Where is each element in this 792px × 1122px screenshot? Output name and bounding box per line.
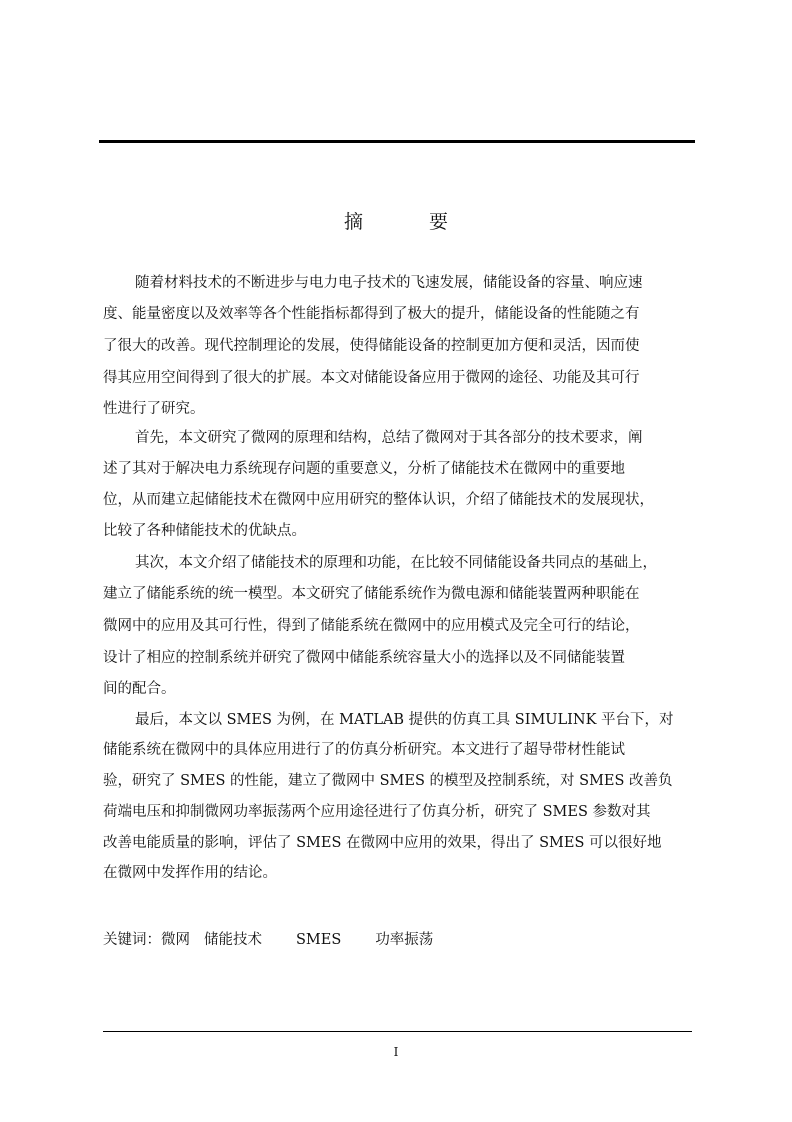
page-number: I — [393, 1045, 399, 1059]
paragraph-line: 设计了相应的控制系统并研究了微网中储能系统容量大小的选择以及不同储能装置 — [103, 650, 625, 666]
paragraph-line: 述了其对于解决电力系统现存问题的重要意义，分析了储能技术在微网中的重要地 — [103, 461, 625, 477]
paragraph-line: 储能系统在微网中的具体应用进行了的仿真分析研究。本文进行了超导带材性能试 — [103, 742, 625, 758]
paragraph-line: 首先，本文研究了微网的原理和结构，总结了微网对于其各部分的技术要求，阐 — [135, 430, 643, 446]
paragraph-line: 其次，本文介绍了储能技术的原理和功能，在比较不同储能设备共同点的基础上， — [135, 555, 657, 571]
header-rule — [99, 140, 695, 143]
paragraph-line: 改善电能质量的影响，评估了 SMES 在微网中应用的效果，得出了 SMES 可以很好地 — [103, 835, 662, 851]
paragraph-line: 性进行了研究。 — [103, 401, 205, 417]
paragraph-line: 建立了储能系统的统一模型。本文研究了储能系统作为微电源和储能装置两种职能在 — [103, 586, 640, 602]
keyword: SMES — [296, 932, 342, 948]
paragraph-line: 荷端电压和抑制微网功率振荡两个应用途径进行了仿真分析，研究了 SMES 参数对其 — [103, 804, 651, 820]
paragraph-line: 在微网中发挥作用的结论。 — [103, 865, 277, 881]
keyword: 微网 — [161, 932, 190, 948]
paragraph-line: 度、能量密度以及效率等各个性能指标都得到了极大的提升，储能设备的性能随之有 — [103, 306, 640, 322]
paragraph-line: 随着材料技术的不断进步与电力电子技术的飞速发展，储能设备的容量、响应速 — [135, 275, 643, 291]
paragraph-line: 验，研究了 SMES 的性能，建立了微网中 SMES 的模型及控制系统，对 SMES 改善负 — [103, 773, 673, 789]
paragraph-line: 了很大的改善。现代控制理论的发展，使得储能设备的控制更加方便和灵活，因而使 — [103, 338, 640, 354]
keywords-label: 关键词： — [103, 932, 161, 948]
paragraph-line: 位，从而建立起储能技术在微网中应用研究的整体认识，介绍了储能技术的发展现状， — [103, 492, 654, 508]
paragraph-line: 间的配合。 — [103, 681, 176, 697]
paragraph-line: 比较了各种储能技术的优缺点。 — [103, 523, 306, 539]
paragraph-line: 最后，本文以 SMES 为例，在 MATLAB 提供的仿真工具 SIMULINK 平台下，对 — [135, 712, 674, 728]
abstract-title: 摘 要 — [343, 211, 479, 233]
footer-rule — [103, 1031, 692, 1032]
paragraph-line: 得其应用空间得到了很大的扩展。本文对储能设备应用于微网的途径、功能及其可行 — [103, 370, 640, 386]
keyword: 储能技术 — [204, 932, 262, 948]
keywords — [103, 930, 433, 950]
paragraph-line: 微网中的应用及其可行性，得到了储能系统在微网中的应用模式及完全可行的结论， — [103, 618, 640, 634]
keyword: 功率振荡 — [375, 932, 434, 948]
